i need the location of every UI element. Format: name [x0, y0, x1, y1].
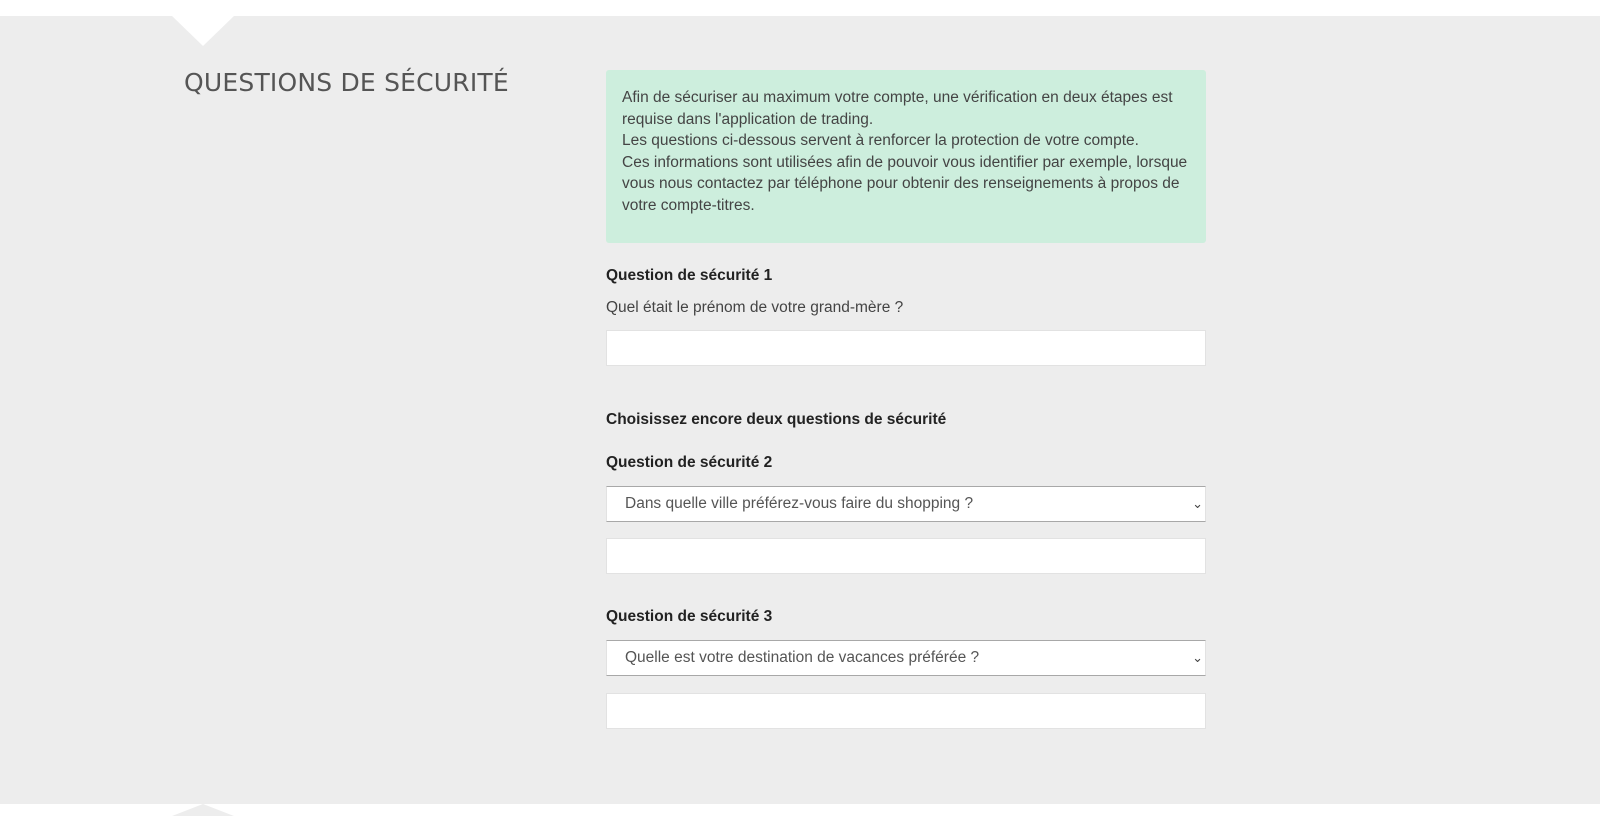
question-1-label: Question de sécurité 1: [606, 267, 773, 284]
info-message-box: [606, 70, 1206, 243]
question-3-selected-value: Quelle est votre destination de vacances préférée ?: [625, 649, 980, 666]
question-2-select[interactable]: [606, 486, 1206, 522]
section-notch-bottom: [172, 804, 234, 816]
section-notch-top: [172, 16, 234, 46]
question-1-answer-input[interactable]: [606, 330, 1206, 366]
chevron-down-icon: ⌄: [1192, 496, 1203, 511]
security-questions-form: [606, 70, 1206, 666]
question-2-selected-value: Dans quelle ville préférez-vous faire du shopping ?: [625, 495, 974, 512]
question-3-select[interactable]: [606, 640, 1206, 676]
chevron-down-icon: ⌄: [1192, 650, 1203, 665]
question-1-text: Quel était le prénom de votre grand-mère ?: [606, 299, 904, 316]
question-3-label: Question de sécurité 3: [606, 608, 773, 625]
info-line-1: Afin de sécuriser au maximum votre compte, une vérification en deux étapes est requise dans l'application de trading.: [622, 89, 1173, 128]
question-2-label: Question de sécurité 2: [606, 454, 773, 471]
question-3-answer-input[interactable]: [606, 693, 1206, 729]
info-line-3: Ces informations sont utilisées afin de pouvoir vous identifier par exemple, lorsque vous nous contactez par téléphone pour obtenir des renseignements à propos de votre compte-titres.: [622, 153, 1188, 214]
choose-questions-heading: Choisissez encore deux questions de sécurité: [606, 411, 947, 428]
info-line-2: Les questions ci-dessous servent à renforcer la protection de votre compte.: [622, 132, 1139, 150]
section-title: QUESTIONS DE SÉCURITÉ: [184, 68, 509, 97]
question-2-answer-input[interactable]: [606, 538, 1206, 574]
